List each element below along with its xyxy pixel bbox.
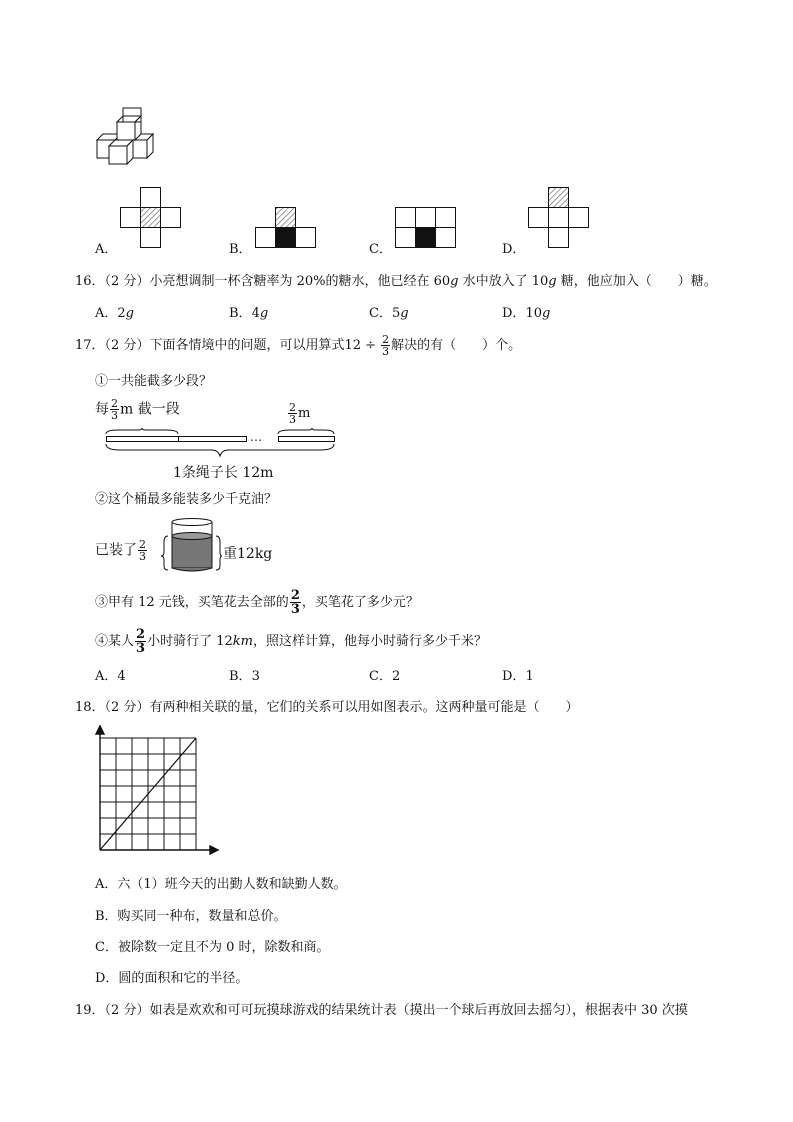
q19-stem: 19．（2 分）如表是欢欢和可可玩摸球游戏的结果统计表（摸出一个球后再放回去摇匀），根据表中 30 次摸 xyxy=(75,1003,688,1018)
q17-option-a[interactable]: A．4 xyxy=(95,669,126,684)
q15-option-c-label[interactable]: C． xyxy=(369,242,392,257)
q17-s2-right-label: 重12kg xyxy=(223,546,273,562)
q15-option-b-label[interactable]: B． xyxy=(229,242,252,257)
oil-bucket-figure xyxy=(160,512,222,574)
q17-s2-left-label: 已装了 $\frac{2}{3}$ xyxy=(95,538,146,563)
q16-option-c[interactable]: C．5g xyxy=(369,306,409,321)
q17-stem-fraction: $\frac{2}{3}$ xyxy=(382,333,390,358)
q15-option-a-label[interactable]: A． xyxy=(95,242,118,257)
q15-net-d[interactable] xyxy=(528,187,590,249)
q16-option-a[interactable]: A．2g xyxy=(95,306,134,321)
q17-s1-left-label: 每 $\frac{2}{3}$ m 截一段 xyxy=(95,397,180,422)
q17-s1-right-label: $\frac{2}{3}$ m xyxy=(289,401,311,426)
q15-net-c[interactable] xyxy=(395,207,457,249)
q16-option-b[interactable]: B．4g xyxy=(229,306,269,321)
q18-stem: 18．（2 分）有两种相关联的量，它们的关系可以用如图表示。这两种量可能是（ ） xyxy=(75,700,579,715)
q15-net-b[interactable] xyxy=(255,207,317,249)
stacked-cubes-figure xyxy=(95,104,167,168)
q18-option-a[interactable]: A．六（1）班今天的出勤人数和缺勤人数。 xyxy=(95,877,347,892)
q18-option-d[interactable]: D．圆的面积和它的半径。 xyxy=(95,971,249,986)
q17-situation-4: ④某人 $\frac{2}{3}$ 小时骑行了 12km，照这样计算，他每小时骑行多少千米？ xyxy=(95,627,487,656)
proportion-graph xyxy=(90,726,220,858)
rope-dots: … xyxy=(250,430,262,444)
q16-option-d[interactable]: D．10g xyxy=(502,306,551,321)
q17-option-d[interactable]: D．1 xyxy=(502,669,534,684)
q17-situation-2-title: ②这个桶最多能装多少千克油？ xyxy=(95,492,278,507)
q16-stem: 16．（2 分）小亮想调制一杯含糖率为 20%的糖水，他已经在 60g 水中放入了 10g 糖，他应加入（ ）糖。 xyxy=(75,274,717,289)
q17-option-b[interactable]: B．3 xyxy=(229,669,260,684)
q17-stem: 17．（2 分）下面各情境中的问题，可以用算式12 ÷ $\frac{2}{3}$ 解决的有（ ）个。 xyxy=(75,333,522,358)
q17-situation-3: ③甲有 12 元钱，买笔花去全部的 $\frac{2}{3}$ ，买笔花了多少元？ xyxy=(95,588,419,617)
q17-option-c[interactable]: C．2 xyxy=(369,669,401,684)
rope-length-label: 1条绳子长 12m xyxy=(173,465,274,481)
rope-diagram xyxy=(100,428,340,464)
q15-option-d-label[interactable]: D． xyxy=(502,242,526,257)
q18-option-c[interactable]: C．被除数一定且不为 0 时，除数和商。 xyxy=(95,940,330,955)
graph-axes xyxy=(96,726,218,854)
q15-net-a[interactable] xyxy=(120,187,182,249)
q18-option-b[interactable]: B．购买同一种布，数量和总价。 xyxy=(95,909,287,924)
q17-situation-1-title: ①一共能截多少段？ xyxy=(95,374,213,389)
